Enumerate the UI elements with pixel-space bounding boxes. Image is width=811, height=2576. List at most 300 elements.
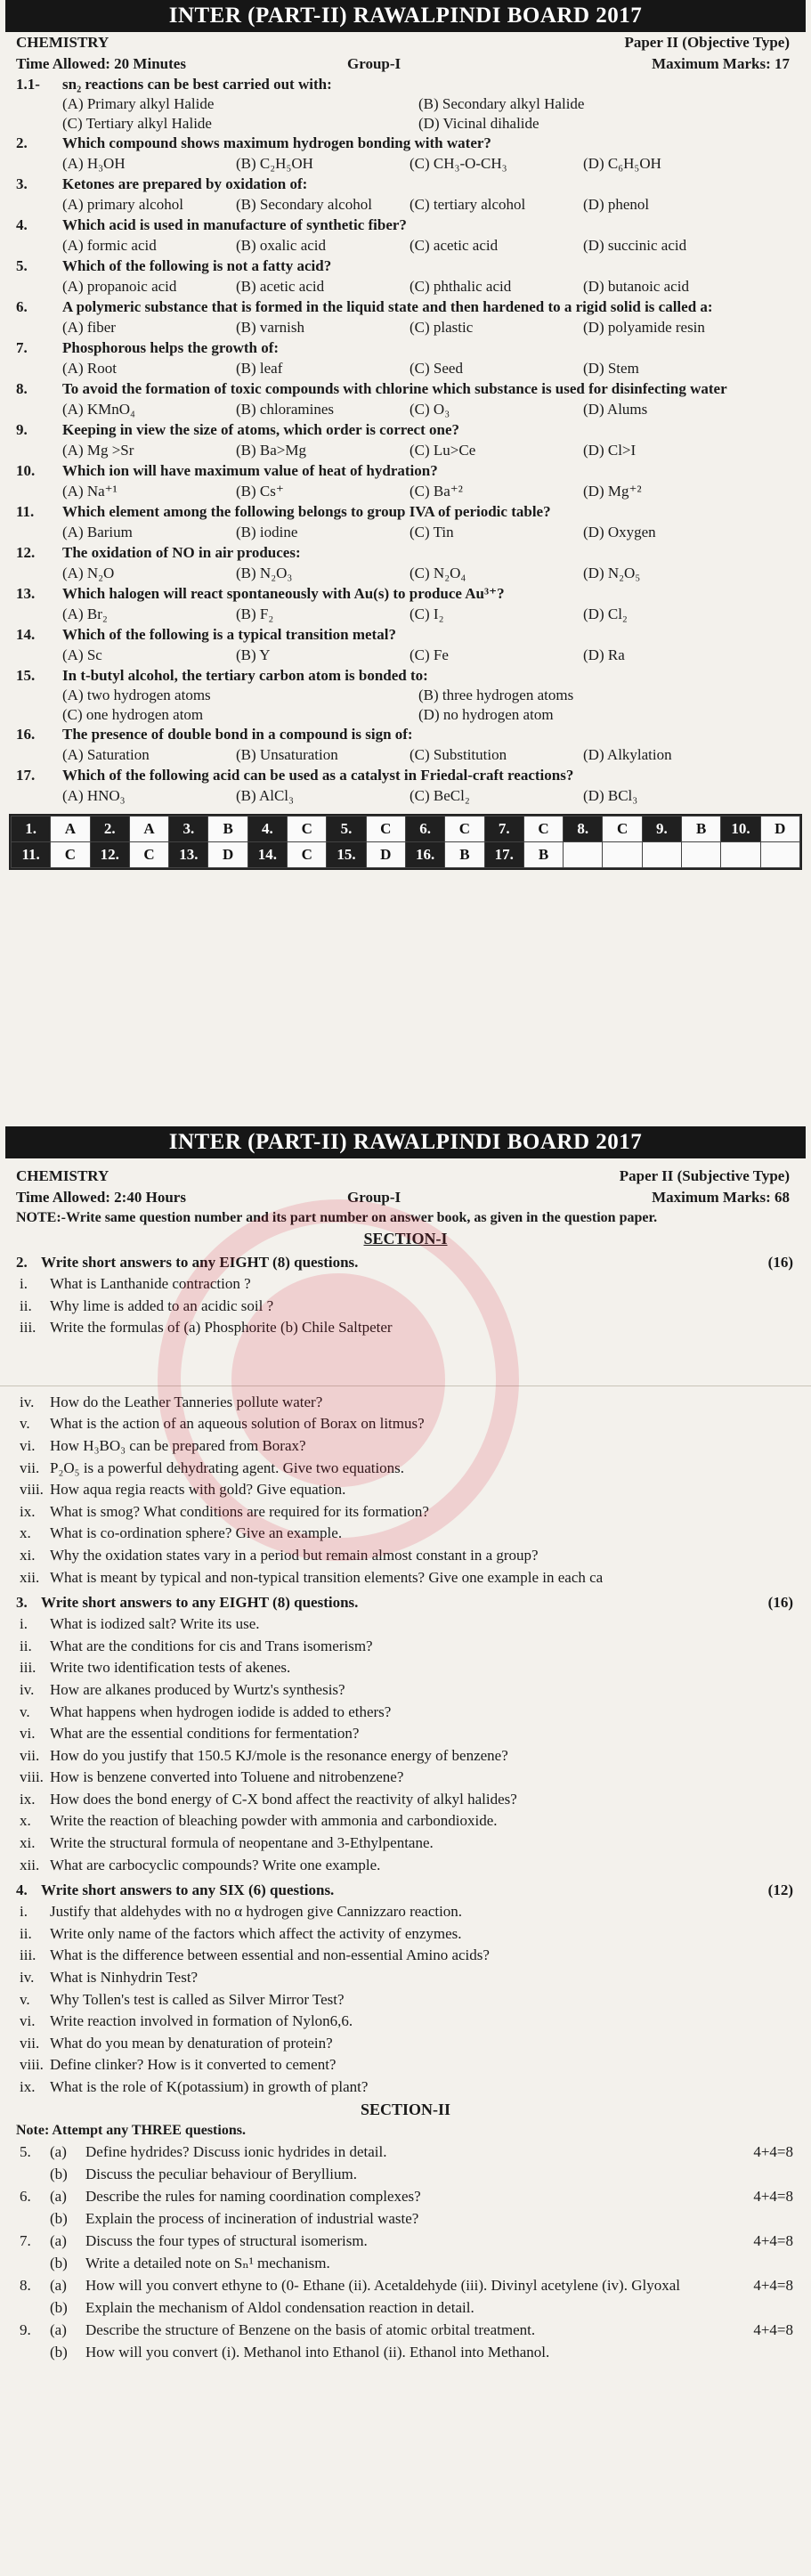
objective-section: [0, 0, 811, 1126]
answer-option: (B) leaf: [236, 360, 283, 377]
long-question-text: Write a detailed note on Sₙ¹ mechanism.: [85, 2254, 330, 2271]
answer-option: (C) plastic: [410, 319, 474, 336]
long-question-number: [20, 2207, 50, 2230]
answer-key-number: 5.: [327, 817, 366, 842]
long-question-number: 5.: [20, 2142, 31, 2160]
part-text: How is benzene converted into Toluene and nitrobenzene?: [50, 1768, 404, 1786]
long-question-text: Discuss the four types of structural isomerism.: [85, 2231, 368, 2249]
long-question-marks: 4+4=8: [753, 2142, 793, 2160]
long-question-number: 7.: [20, 2231, 31, 2249]
mcq-question: [9, 666, 799, 725]
short-question: [20, 1273, 797, 1296]
answer-key-number: 7.: [484, 817, 523, 842]
part-text: What happens when hydrogen iodide is added to ethers?: [50, 1702, 392, 1720]
answer-key-letter: C: [129, 842, 168, 868]
answer-key-letter: D: [760, 817, 799, 842]
answer-option: (B) three hydrogen atoms: [418, 687, 574, 703]
long-question-part: [20, 2341, 793, 2363]
short-question: [20, 1855, 797, 1877]
question-text: Which of the following acid can be used as a catalyst in Friedal-craft reactions?: [62, 767, 574, 784]
part-number: iii.: [20, 1319, 36, 1337]
part-text: Write the reaction of bleaching powder with ammonia and carbondioxide.: [50, 1812, 498, 1830]
question-text: Which of the following is a typical transition metal?: [62, 626, 396, 643]
section-2-note: Note: Attempt any THREE questions.: [16, 2122, 246, 2138]
question-text: sn₂ reactions can be best carried out with:: [62, 76, 332, 93]
answer-option: (B) Ba>Mg: [236, 442, 306, 459]
question-stem: [9, 256, 799, 276]
short-question: [20, 1702, 797, 1724]
part-text: Justify that aldehydes with no α hydrogen give Cannizzaro reaction.: [50, 1903, 463, 1921]
question-3-parts: [0, 1613, 811, 1876]
subject-label: CHEMISTRY: [16, 34, 109, 51]
question-text: Phosphorous helps the growth of:: [62, 339, 280, 356]
part-text: What is the action of an aqueous solution of Borax on litmus?: [50, 1415, 425, 1433]
mcq-question: [9, 379, 799, 420]
option-list: [9, 563, 799, 584]
long-question-part: [20, 2319, 793, 2341]
subject-label: CHEMISTRY: [16, 1167, 109, 1184]
question-stem: [9, 725, 799, 744]
long-question-number: [20, 2341, 50, 2363]
question-number: 16.: [16, 726, 36, 743]
answer-option: (C) Lu>Ce: [410, 442, 476, 459]
answer-option: (D) BCl₃: [583, 787, 638, 804]
question-3-heading: 3. Write short answers to any EIGHT (8) questions. (16): [16, 1594, 793, 1612]
long-question-part: [20, 2207, 793, 2230]
mcq-question: [9, 215, 799, 256]
answer-key-number: 10.: [721, 817, 760, 842]
part-number: ii.: [20, 1637, 32, 1654]
long-question-number: 6.: [20, 2187, 31, 2205]
max-marks: Maximum Marks: 68: [652, 1189, 790, 1206]
long-question-marks: 4+4=8: [753, 2231, 793, 2249]
answer-key-empty-cell: [642, 842, 681, 868]
part-number: viii.: [20, 1481, 44, 1499]
answer-option: (B) Secondary alcohol: [236, 196, 372, 213]
short-question: [20, 1479, 797, 1501]
group-label: Group-I: [347, 1189, 401, 1206]
answer-option: (A) two hydrogen atoms: [62, 687, 211, 703]
question-stem: [9, 338, 799, 358]
answer-key-number: 13.: [169, 842, 208, 868]
option-list: [9, 276, 799, 297]
answer-option: (D) Alums: [583, 401, 648, 418]
answer-key-letter: C: [603, 817, 642, 842]
part-label: (a): [50, 2231, 67, 2249]
answer-option: (C) O₃: [410, 401, 450, 418]
answer-option: (B) F₂: [236, 605, 274, 622]
option-list: [9, 744, 799, 766]
answer-option: (C) N₂O₄: [410, 565, 466, 581]
answer-option: (A) Primary alkyl Halide: [62, 95, 215, 112]
option-list: [9, 153, 799, 175]
part-text: Why Tollen's test is called as Silver Mirror Test?: [50, 1990, 345, 2008]
subjective-meta: [9, 1187, 802, 1208]
mcq-question: [9, 584, 799, 625]
answer-option: (D) Mg⁺²: [583, 483, 642, 500]
part-number: i.: [20, 1615, 28, 1633]
answer-key-number: 14.: [247, 842, 287, 868]
question-number: 5.: [16, 257, 28, 274]
part-number: ii.: [20, 1924, 32, 1942]
question-stem: [9, 420, 799, 440]
answer-option: (B) N₂O₃: [236, 565, 293, 581]
answer-key-letter: C: [51, 842, 90, 868]
question-number: 4.: [16, 216, 28, 233]
answer-option: (D) succinic acid: [583, 237, 687, 254]
option-list: [9, 686, 799, 725]
part-text: Write the structural formula of neopentane and 3-Ethylpentane.: [50, 1834, 434, 1852]
option-list: [9, 440, 799, 461]
mcq-question: [9, 338, 799, 379]
long-question-number: [20, 2163, 50, 2185]
answer-option: (B) C₂H₅OH: [236, 155, 313, 172]
answer-option: (C) I₂: [410, 605, 444, 622]
short-question: [20, 2076, 797, 2099]
answer-option: (C) Tertiary alkyl Halide: [62, 115, 212, 132]
question-2-parts: [0, 1273, 811, 1589]
answer-option: (A) N₂O: [62, 565, 115, 581]
short-question: [20, 1923, 797, 1946]
part-label: (b): [50, 2209, 68, 2227]
question-stem: [9, 297, 799, 317]
mcq-question: [9, 543, 799, 584]
answer-option: (D) butanoic acid: [583, 278, 689, 295]
mcq-question: [9, 256, 799, 297]
instruction-note: NOTE:-Write same question number and its part number on answer book, as given in the question paper.: [16, 1210, 658, 1225]
part-number: vii.: [20, 1459, 40, 1476]
option-list: [9, 481, 799, 502]
part-text: What is iodized salt? Write its use.: [50, 1615, 260, 1633]
answer-option: (A) KMnO₄: [62, 401, 135, 418]
answer-key-number: 8.: [564, 817, 603, 842]
long-question-marks: [731, 2341, 793, 2363]
short-question: [20, 1901, 797, 1923]
short-question: [20, 1636, 797, 1658]
question-stem: [9, 666, 799, 686]
answer-option: (B) iodine: [236, 524, 298, 540]
short-question: [20, 1523, 797, 1545]
answer-option: (C) Ba⁺²: [410, 483, 463, 500]
short-question: [20, 1435, 797, 1458]
answer-option: (A) Na⁺¹: [62, 483, 118, 500]
question-number: 14.: [16, 626, 36, 643]
short-question: [20, 1413, 797, 1435]
part-number: x.: [20, 1524, 31, 1542]
answer-key-empty-cell: [760, 842, 799, 868]
short-question: [20, 1767, 797, 1789]
long-question-number: 9.: [20, 2320, 31, 2338]
answer-key-empty-cell: [682, 842, 721, 868]
long-question-part: [20, 2252, 793, 2274]
short-question: [20, 1296, 797, 1318]
long-questions: [0, 2141, 811, 2363]
part-number: v.: [20, 1702, 30, 1720]
short-question: [20, 1832, 797, 1855]
answer-option: (C) Fe: [410, 646, 449, 663]
question-number: 8.: [16, 380, 28, 397]
long-question-part: [20, 2296, 793, 2319]
part-text: How are alkanes produced by Wurtz's synthesis?: [50, 1680, 345, 1698]
question-number: 3.: [16, 175, 28, 192]
answer-option: (D) N₂O₅: [583, 565, 641, 581]
answer-key-number: 15.: [327, 842, 366, 868]
section-1-title: SECTION-I: [363, 1230, 448, 1247]
part-number: iv.: [20, 1969, 35, 1987]
question-text: The presence of double bond in a compound is sign of:: [62, 726, 413, 743]
option-list: [9, 399, 799, 420]
question-stem: [9, 502, 799, 522]
answer-key-letter: C: [288, 817, 327, 842]
answer-option: (C) CH₃-O-CH₃: [410, 155, 507, 172]
answer-option: (B) Unsaturation: [236, 746, 338, 763]
paper-type: Paper II (Subjective Type): [619, 1167, 790, 1184]
question-text: Which of the following is not a fatty acid?: [62, 257, 332, 274]
short-question: [20, 1723, 797, 1745]
part-number: iv.: [20, 1680, 35, 1698]
long-question-marks: 4+4=8: [753, 2320, 793, 2338]
mcq-question: [9, 725, 799, 766]
option-list: [9, 235, 799, 256]
part-text: What is the difference between essential and non-essential Amino acids?: [50, 1946, 490, 1964]
question-stem: [9, 543, 799, 563]
answer-option: (B) Cs⁺: [236, 483, 284, 500]
part-label: (a): [50, 2142, 67, 2160]
part-text: Write reaction involved in formation of Nylon6,6.: [50, 2012, 353, 2030]
part-number: xi.: [20, 1546, 36, 1564]
part-text: Write only name of the factors which affect the activity of enzymes.: [50, 1924, 462, 1942]
part-text: How do the Leather Tanneries pollute water?: [50, 1393, 323, 1410]
part-number: xi.: [20, 1834, 36, 1852]
answer-key-number: 2.: [90, 817, 129, 842]
question-stem: [9, 175, 799, 194]
question-stem: [9, 215, 799, 235]
time-allowed: Time Allowed: 2:40 Hours: [16, 1189, 186, 1206]
part-number: ii.: [20, 1296, 32, 1314]
question-number: 1.1-: [16, 76, 40, 93]
answer-key-letter: B: [523, 842, 563, 868]
question-text: Which halogen will react spontaneously with Au(s) to produce Au³⁺?: [62, 585, 505, 602]
part-text: P₂O₅ is a powerful dehydrating agent. Give two equations.: [50, 1459, 405, 1476]
short-question: [20, 1501, 797, 1524]
answer-option: (D) C₆H₅OH: [583, 155, 661, 172]
answer-option: (C) one hydrogen atom: [62, 706, 204, 723]
answer-key-number: 9.: [642, 817, 681, 842]
answer-key-letter: C: [523, 817, 563, 842]
answer-option: (A) H₃OH: [62, 155, 126, 172]
question-text: In t-butyl alcohol, the tertiary carbon atom is bonded to:: [62, 667, 428, 684]
mcq-question: [9, 766, 799, 807]
answer-key-letter: B: [208, 817, 247, 842]
objective-header: [9, 32, 802, 53]
subjective-section: [0, 1126, 811, 2576]
mcq-question: [9, 134, 799, 175]
question-stem: [9, 75, 799, 94]
part-text: How aqua regia reacts with gold? Give equation.: [50, 1481, 346, 1499]
long-question-text: Explain the process of incineration of industrial waste?: [85, 2209, 419, 2227]
answer-option: (C) tertiary alcohol: [410, 196, 526, 213]
long-question-part: [20, 2230, 793, 2252]
answer-option: (C) Substitution: [410, 746, 507, 763]
answer-key-number: 4.: [247, 817, 287, 842]
answer-option: (D) Vicinal dihalide: [418, 115, 539, 132]
answer-key-grid: [9, 814, 802, 870]
paper-type: Paper II (Objective Type): [624, 34, 790, 51]
short-question: [20, 1657, 797, 1679]
option-list: [9, 785, 799, 807]
part-text: What is Lanthanide contraction ?: [50, 1275, 251, 1292]
answer-option: (B) oxalic acid: [236, 237, 327, 254]
long-question-marks: [731, 2207, 793, 2230]
answer-option: (B) AlCl₃: [236, 787, 294, 804]
answer-key-letter: B: [445, 842, 484, 868]
mcq-question: [9, 502, 799, 543]
question-number: 9.: [16, 421, 28, 438]
short-question: [20, 1989, 797, 2011]
long-question-marks: [731, 2252, 793, 2274]
option-list: [9, 94, 799, 134]
part-label: (b): [50, 2165, 68, 2182]
question-text: To avoid the formation of toxic compounds with chlorine which substance is used for disinfecting water: [62, 380, 727, 397]
short-question: [20, 1567, 797, 1589]
part-text: How does the bond energy of C-X bond affect the reactivity of alkyl halides?: [50, 1790, 517, 1808]
answer-option: (A) Barium: [62, 524, 133, 540]
answer-option: (D) Alkylation: [583, 746, 672, 763]
question-text: Which ion will have maximum value of heat of hydration?: [62, 462, 438, 479]
long-question-marks: [731, 2296, 793, 2319]
answer-key-empty-cell: [603, 842, 642, 868]
part-label: (b): [50, 2343, 68, 2361]
section-2-title: SECTION-II: [360, 2100, 451, 2118]
answer-option: (B) chloramines: [236, 401, 334, 418]
short-question: [20, 1317, 797, 1339]
answer-option: (C) BeCl₂: [410, 787, 470, 804]
part-text: What do you mean by denaturation of protein?: [50, 2034, 333, 2052]
objective-meta: [9, 53, 802, 75]
answer-option: (D) Oxygen: [583, 524, 656, 540]
question-number: 17.: [16, 767, 36, 784]
question-number: 7.: [16, 339, 28, 356]
answer-key-number: 6.: [405, 817, 444, 842]
long-question-number: 8.: [20, 2276, 31, 2294]
part-label: (a): [50, 2276, 67, 2294]
answer-option: (A) Sc: [62, 646, 102, 663]
part-number: ix.: [20, 1790, 36, 1808]
answer-key-number: 1.: [12, 817, 51, 842]
answer-option: (A) Br₂: [62, 605, 108, 622]
long-question-text: Define hydrides? Discuss ionic hydrides in detail.: [85, 2142, 387, 2160]
long-question-text: How will you convert ethyne to (0- Ethane (ii). Acetaldehyde (iii). Divinyl acetylene (iv). Glyoxal: [85, 2276, 680, 2294]
question-stem: [9, 625, 799, 645]
question-number: 13.: [16, 585, 36, 602]
question-text: Which compound shows maximum hydrogen bonding with water?: [62, 134, 491, 151]
part-number: ix.: [20, 1502, 36, 1520]
part-text: Why lime is added to an acidic soil ?: [50, 1296, 274, 1314]
part-number: vi.: [20, 1436, 36, 1454]
part-text: Why the oxidation states vary in a period but remain almost constant in a group?: [50, 1546, 539, 1564]
part-label: (a): [50, 2320, 67, 2338]
part-number: vii.: [20, 2034, 40, 2052]
part-number: iii.: [20, 1659, 36, 1677]
part-text: What is co-ordination sphere? Give an example.: [50, 1524, 343, 1542]
part-text: What is smog? What conditions are required for its formation?: [50, 1502, 429, 1520]
question-4-heading: 4. Write short answers to any SIX (6) questions. (12): [16, 1881, 793, 1899]
long-question-part: [20, 2185, 793, 2207]
answer-option: (B) varnish: [236, 319, 304, 336]
short-question: [20, 1679, 797, 1702]
part-number: vi.: [20, 2012, 36, 2030]
answer-key-letter: A: [51, 817, 90, 842]
question-number: 15.: [16, 667, 36, 684]
short-question: [20, 1458, 797, 1480]
question-text: Which element among the following belongs to group IVA of periodic table?: [62, 503, 551, 520]
group-label: Group-I: [347, 55, 401, 72]
part-number: i.: [20, 1275, 28, 1292]
answer-option: (D) Cl>I: [583, 442, 637, 459]
mcq-question: [9, 420, 799, 461]
mcq-list: [0, 75, 811, 807]
answer-option: (D) Cl₂: [583, 605, 628, 622]
answer-key-empty-cell: [564, 842, 603, 868]
question-text: Keeping in view the size of atoms, which order is correct one?: [62, 421, 460, 438]
answer-option: (A) Root: [62, 360, 117, 377]
question-stem: [9, 766, 799, 785]
short-question: [20, 1613, 797, 1636]
answer-key-letter: C: [366, 817, 405, 842]
long-question-marks: 4+4=8: [753, 2187, 793, 2205]
part-text: What is meant by typical and non-typical transition elements? Give one example in each ca: [50, 1568, 604, 1586]
long-question-text: How will you convert (i). Methanol into Ethanol (ii). Ethanol into Methanol.: [85, 2343, 550, 2361]
answer-key-number: 16.: [405, 842, 444, 868]
question-text: The oxidation of NO in air produces:: [62, 544, 301, 561]
question-number: 6.: [16, 298, 28, 315]
short-question: [20, 1392, 797, 1414]
short-question: [20, 2033, 797, 2055]
answer-key-number: 3.: [169, 817, 208, 842]
long-question-text: Describe the rules for naming coordination complexes?: [85, 2187, 421, 2205]
part-number: iii.: [20, 1946, 36, 1964]
answer-option: (A) HNO₃: [62, 787, 126, 804]
mcq-question: [9, 625, 799, 666]
short-question: [20, 1967, 797, 1989]
part-number: v.: [20, 1990, 30, 2008]
long-question-part: [20, 2163, 793, 2185]
part-text: Define clinker? How is it converted to cement?: [50, 2056, 337, 2074]
long-question-number: [20, 2252, 50, 2274]
answer-key-row: [12, 842, 800, 868]
long-question-marks: [731, 2163, 793, 2185]
option-list: [9, 604, 799, 625]
answer-option: (D) no hydrogen atom: [418, 706, 554, 723]
answer-option: (A) Saturation: [62, 746, 150, 763]
answer-option: (D) Ra: [583, 646, 625, 663]
option-list: [9, 317, 799, 338]
question-text: A polymeric substance that is formed in the liquid state and then hardened to a rigid solid is called a:: [62, 298, 713, 315]
question-stem: [9, 584, 799, 604]
answer-key-number: 12.: [90, 842, 129, 868]
question-stem: [9, 379, 799, 399]
answer-key-number: 11.: [12, 842, 51, 868]
part-number: x.: [20, 1812, 31, 1830]
part-number: viii.: [20, 1768, 44, 1786]
answer-option: (B) acetic acid: [236, 278, 325, 295]
question-stem: [9, 134, 799, 153]
part-number: vii.: [20, 1746, 40, 1764]
answer-key-letter: B: [682, 817, 721, 842]
mcq-question: [9, 461, 799, 502]
long-question-part: [20, 2274, 793, 2296]
part-text: What are carbocyclic compounds? Write one example.: [50, 1856, 381, 1873]
